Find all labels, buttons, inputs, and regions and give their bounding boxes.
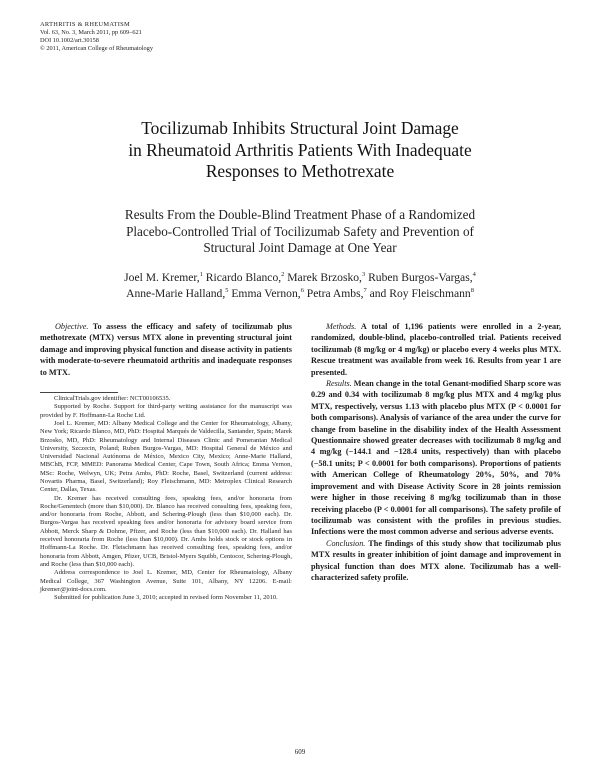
title-line: Responses to Methotrexate: [205, 161, 395, 181]
right-column: [311, 321, 561, 583]
author-affiliation-mark: 1: [199, 271, 203, 278]
subtitle-line: Placebo-Controlled Trial of Tocilizumab Safety and Prevention of: [126, 223, 474, 239]
author-name: and Roy Fleischmann: [369, 287, 471, 300]
title-line: in Rheumatoid Arthritis Patients With Inadequate: [128, 139, 472, 160]
author-affiliation-mark: 3: [361, 271, 366, 278]
author-name: Ruben Burgos-Vargas,: [368, 271, 473, 284]
section-label: Methods.: [326, 322, 357, 331]
footnotes: [40, 395, 292, 602]
subtitle-line: Results From the Double-Blind Treatment Phase of a Randomized: [124, 207, 476, 222]
title-line: Tocilizumab Inhibits Structural Joint Damage: [141, 118, 459, 138]
author-name: Petra Ambs,: [306, 287, 364, 300]
footnote-divider: [40, 392, 118, 393]
footnote-support: Supported by Roche. Support for third-party writing assistance for the manuscript was provided by F. Hoffmann-La Roche Ltd.: [40, 403, 292, 419]
author-affiliation-mark: 6: [300, 287, 304, 294]
article-subtitle: [75, 207, 525, 257]
footnote-affiliations: Joel L. Kremer, MD: Albany Medical College and the Center for Rheumatology, Albany, New York; Ricardo Blanco, MD, PhD: Hospital Marqués de Valdecilla, Santander, Spain; Marek Brzosko, MD, PhD: Rheumatology and Internal Diseases Clinic and Pomeranian Medical University, Szczecin, Poland; Ruben Burgos-Vargas, MD: Hospital General de México and Universidad Nacional Autónoma de México, Mexico City, Mexico; Anne-Marie Halland, MBChB, FCP, MMED: Panorama Medical Center, Cape Town, South Africa; Emma Vernon, MSc: Roche, Welwyn, UK; Petra Ambs, PhD: Roche, Basel, Switzerland (current address: Novartis Pharma, Basel, Switzerland); Roy Fleischmann, MD: Metroplex Clinical Research Center, Dallas, Texas.: [40, 419, 292, 494]
journal-doi: DOI 10.1002/art.30158: [40, 36, 99, 44]
footnote-disclosures: Dr. Kremer has received consulting fees, speaking fees, and/or honoraria from Roche/Genentech (more than $10,000). Dr. Blanco has received consulting fees, speaking fees, and/or honoraria from Roche, Abbott, and Schering-Plough (less than $10,000 each). Dr. Burgos-Vargas has received speaking fees and/or honoraria for advisory board service from Abbott, Merck Sharp & Dohme, Pfizer, and Roche (less than $10,000 each). Dr. Halland has received honoraria from Roche (less than $10,000). Dr. Ambs holds stock or stock options in Hoffmann-La Roche. Dr. Fleischmann has received consulting fees, speaking fees, and/or honoraria from Abbott, Amgen, Pfizer, UCB, Bristol-Myers Squibb, Centocor, Schering-Plough, and Roche (less than $10,000 each).: [40, 494, 292, 568]
section-label: Conclusion.: [326, 538, 366, 548]
footnote-submission: Submitted for publication June 3, 2010; accepted in revised form November 11, 2010.: [54, 594, 278, 602]
abstract-results: [311, 378, 561, 538]
author-list: [50, 270, 550, 302]
author-name: Marek Brzosko,: [287, 271, 362, 284]
abstract-objective: [40, 321, 292, 378]
author-affiliation-mark: 7: [363, 287, 367, 294]
author-name: Emma Vernon,: [231, 287, 301, 300]
author-name: Joel M. Kremer,: [124, 271, 200, 284]
section-text: To assess the efficacy and safety of tocilizumab plus methotrexate (MTX) versus MTX alone in preventing structural joint damage and improving physical function and disease activity in patients with moderate-to-severe rheumatoid arthritis and inadequate responses to MTX.: [40, 322, 292, 377]
subtitle-line: Structural Joint Damage at One Year: [203, 240, 397, 256]
author-affiliation-mark: 2: [281, 271, 285, 278]
footnote-trial-id: ClinicalTrials.gov identifier: NCT00106535.: [54, 395, 171, 403]
abstract-conclusion: [311, 538, 561, 584]
author-affiliation-mark: 8: [470, 287, 474, 294]
author-line: [50, 270, 550, 286]
journal-name: ARTHRITIS & RHEUMATISM: [40, 21, 131, 28]
section-text: The findings of this study show that tocilizumab plus MTX results in greater inhibition of joint damage and improvement in physical function than does MTX alone. Tocilizumab has a well-characterized safety profile.: [311, 538, 561, 582]
author-affiliation-mark: 5: [225, 287, 229, 294]
section-label: Objective.: [55, 322, 89, 331]
left-column: [40, 321, 292, 602]
article-title: [60, 118, 540, 183]
author-affiliation-mark: 4: [472, 271, 476, 278]
page-number: 609: [294, 748, 306, 756]
journal-copyright: © 2011, American College of Rheumatology: [40, 44, 153, 52]
author-name: Ricardo Blanco,: [205, 271, 282, 284]
footnote-correspondence: Address correspondence to Joel L. Kremer, MD, Center for Rheumatology, Albany Medical College, 367 Washington Avenue, Suite 101, Albany, NY 12206. E-mail: jkremer@joint-docs.com.: [40, 569, 292, 593]
section-label: Results.: [326, 379, 352, 389]
section-text: A total of 1,196 patients were enrolled in a 2-year, randomized, double-blind, placebo-controlled trial. Patients received tocilizumab (8 mg/kg or 4 mg/kg) or placebo every 4 weeks plus MTX. Rescue treatment was available from week 16. Results from year 1 are presented.: [311, 322, 561, 377]
abstract-methods: [311, 321, 561, 378]
author-line: [50, 286, 550, 302]
journal-volume-line: Vol. 63, No. 3, March 2011, pp 609–621: [40, 28, 142, 36]
author-name: Anne-Marie Halland,: [126, 287, 226, 300]
journal-header: [40, 21, 340, 53]
section-text: Mean change in the total Genant-modified Sharp score was 0.29 and 0.34 with tocilizumab 8 mg/kg plus MTX and 4 mg/kg plus MTX, respectively, versus 1.13 with placebo plus MTX (P < 0.0001 for both comparisons). Analysis of variance of the area under the curve for change from baseline in the disability index of the Health Assessment Questionnaire showed greater decreases with tocilizumab 8 mg/kg and 4 mg/kg (−144.1 and −128.4 units, respectively) than with placebo (−58.1 units; P < 0.0001 for both comparisons). Proportions of patients with American College of Rheumatology 20%, 50%, and 70% improvement and with Disease Activity Score in 28 joints remission were higher in those receiving 8 mg/kg tocilizumab than in those receiving placebo (P < 0.0001 for all comparisons). The safety profile of tocilizumab was consistent with the profiles in previous studies. Infections were the most common adverse and serious adverse events.: [311, 379, 561, 537]
